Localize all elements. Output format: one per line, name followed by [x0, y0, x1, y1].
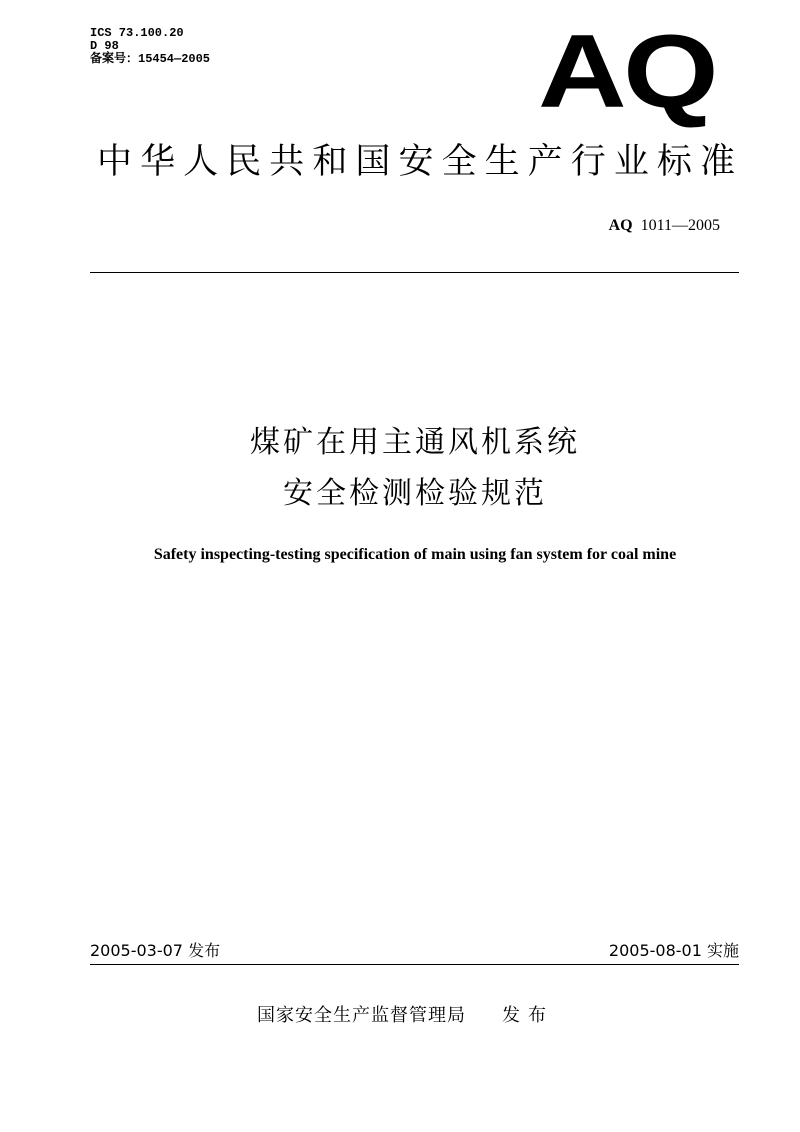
document-title-line-2: 安全检测检验规范	[283, 476, 547, 511]
top-divider	[90, 272, 739, 273]
issuing-authority	[257, 1004, 554, 1028]
standard-number	[609, 216, 720, 236]
english-title: Safety inspecting-testing specification of main using fan system for coal mine	[153, 546, 677, 563]
implementation-date: 2005-08-01 实施	[608, 941, 739, 960]
authority-action: 发布	[502, 1005, 554, 1026]
bottom-divider	[90, 964, 739, 965]
filing-number: 备案号：15454—2005	[90, 52, 211, 66]
standard-code: AQ	[608, 217, 633, 234]
ics-code: ICS 73.100.20	[90, 26, 184, 40]
authority-name: 国家安全生产监督管理局	[257, 1005, 466, 1026]
document-title-line-1: 煤矿在用主通风机系统	[250, 425, 580, 460]
standard-number-value: 1011—2005	[640, 217, 720, 234]
issuer-title: 中华人民共和国安全生产行业标准	[97, 142, 737, 182]
publish-date: 2005-03-07 发布	[90, 941, 221, 960]
classification-code: D 98	[90, 39, 119, 53]
aq-logo: AQ	[538, 14, 715, 130]
